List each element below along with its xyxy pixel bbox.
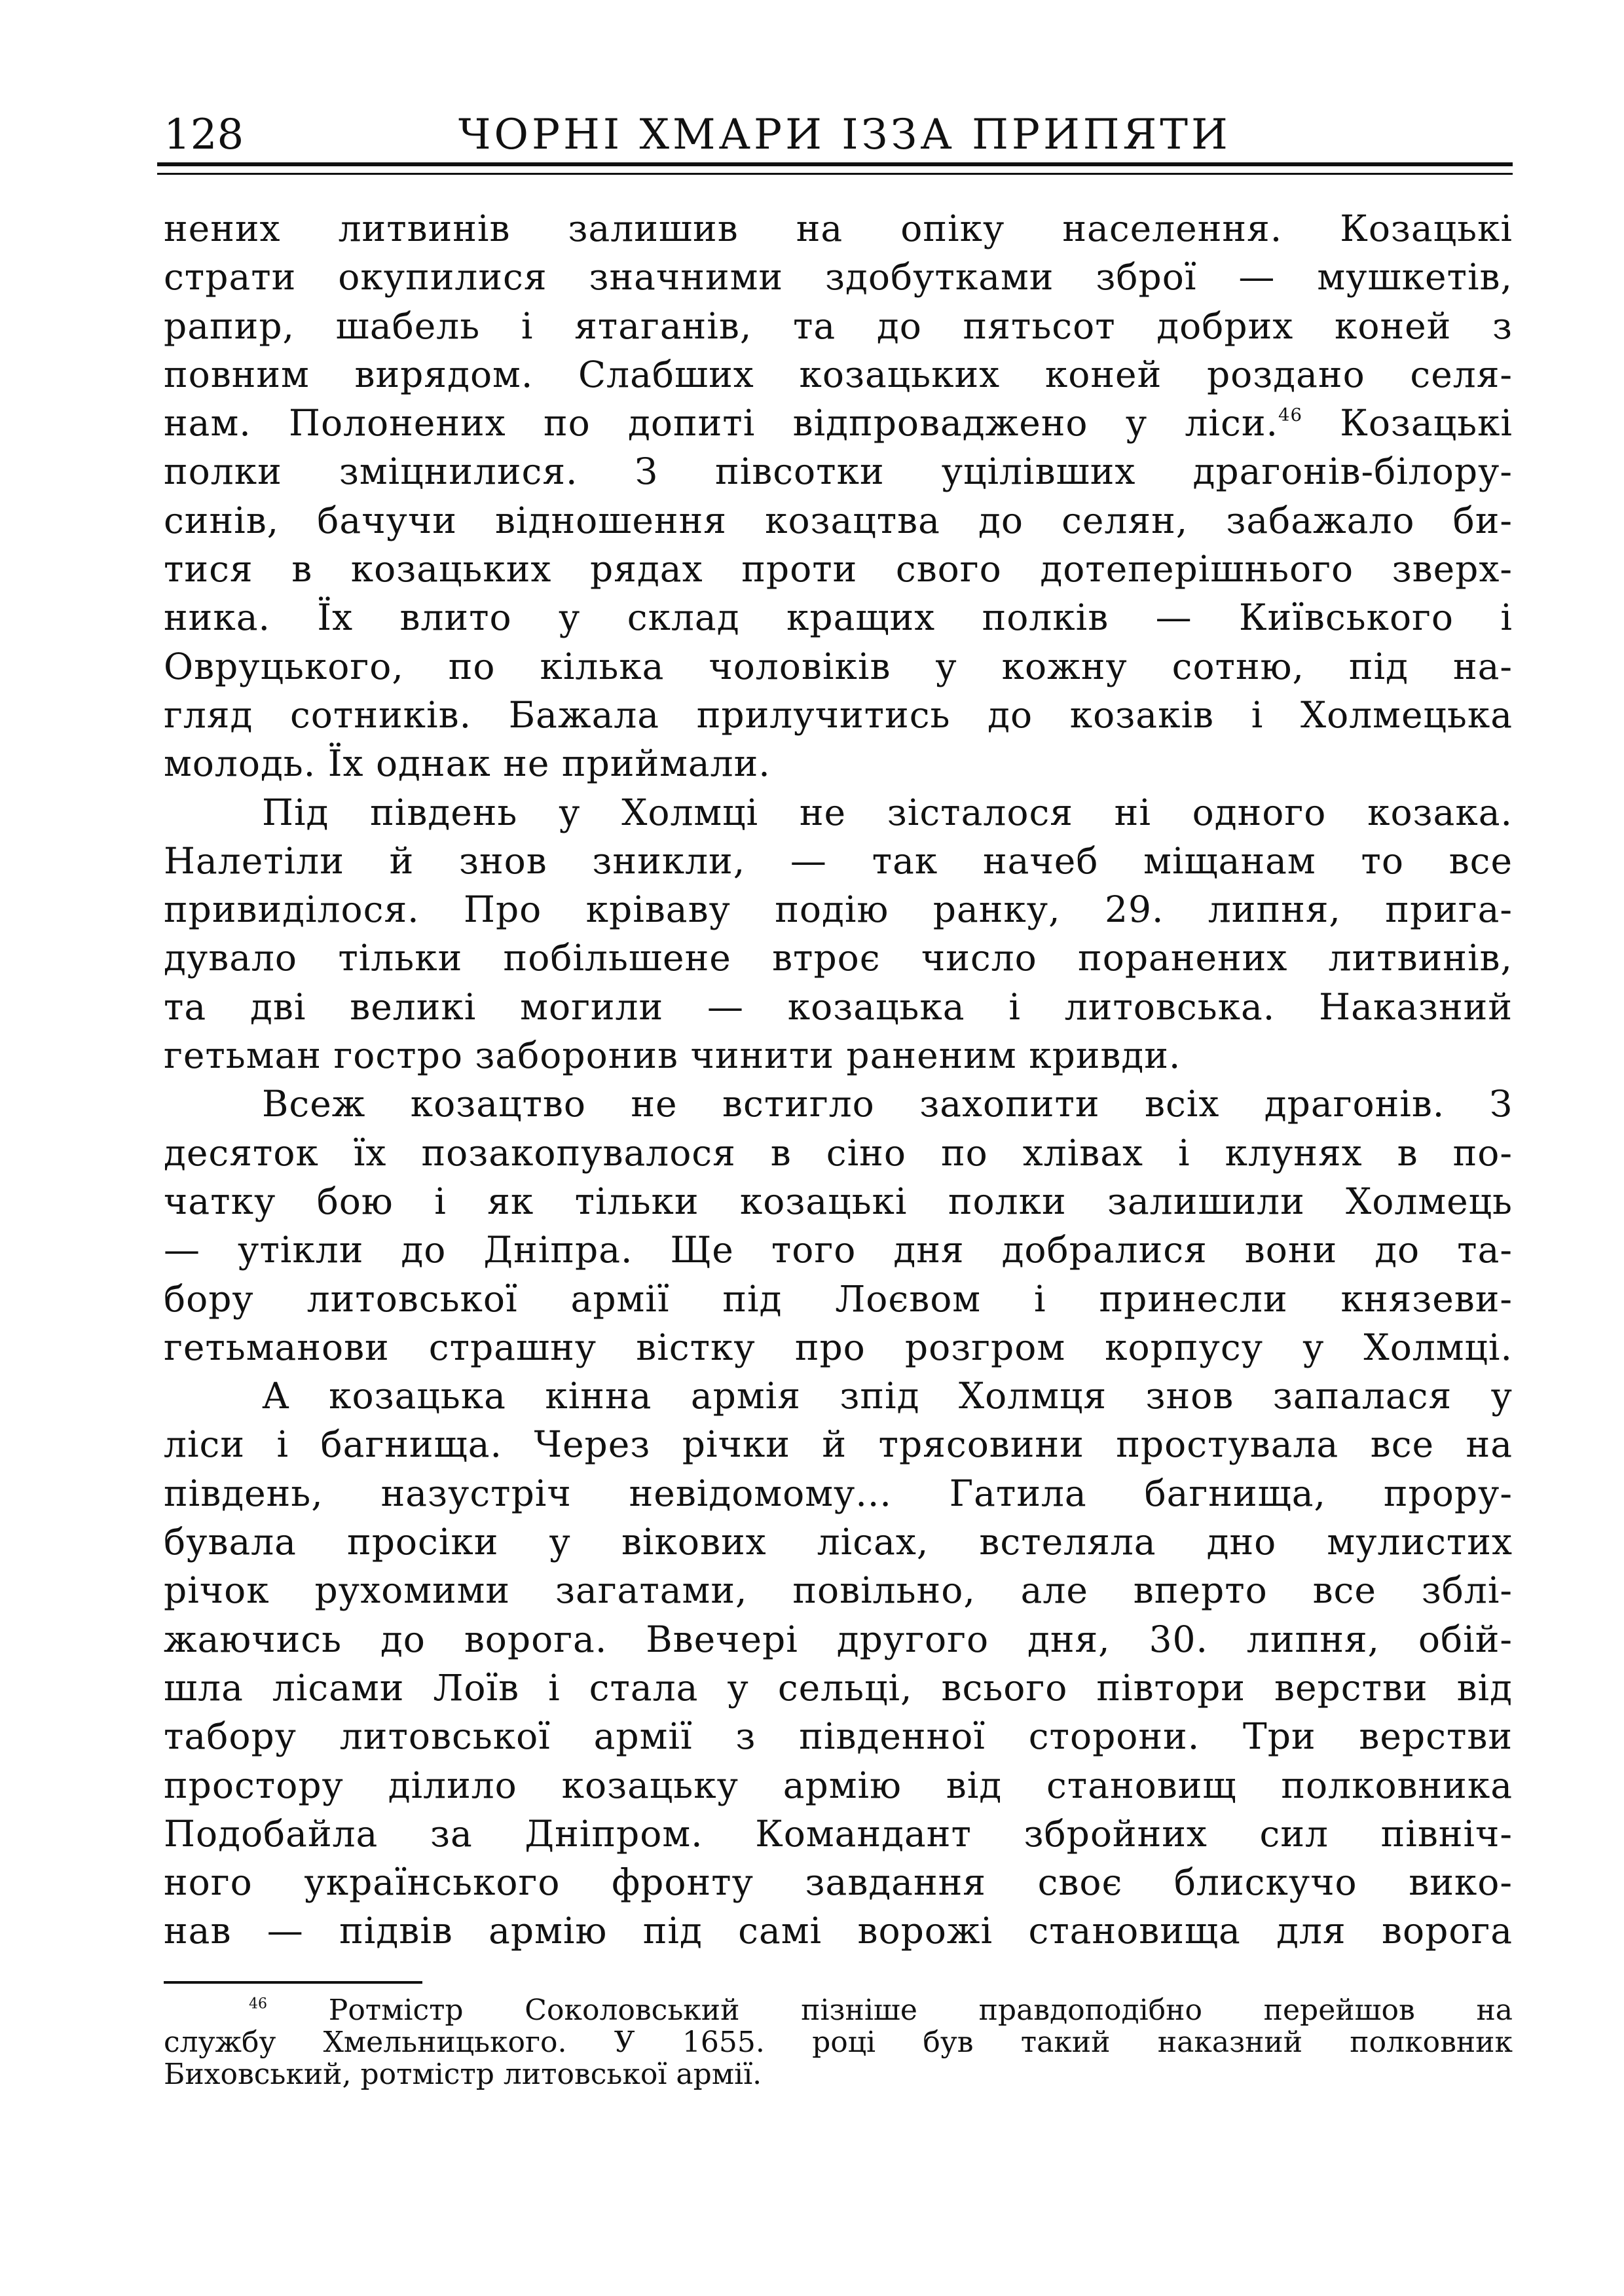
text-line: страти окупилися значними здобутками зброї — мушкетів,	[164, 256, 1513, 299]
text-line: чатку бою і як тільки козацькі полки залишили Холмець	[164, 1180, 1513, 1222]
text-line: жаючись до ворога. Ввечері другого дня, 30. липня, обій-	[164, 1618, 1513, 1660]
text-line: привиділося. Про кріваву подію ранку, 29. липня, пригa-	[164, 888, 1513, 931]
text-line: бору литовської армії під Лоєвом і принесли князеви-	[164, 1277, 1513, 1320]
text-line: повним вирядом. Слабших козацьких коней роздано селя-	[164, 353, 1513, 395]
text-line-paragraph-start: Всеж козацтво не встигло захопити всіх драгонів. З	[262, 1083, 1513, 1125]
text-line: табору литовської армії з південної сторони. Три верстви	[164, 1715, 1513, 1758]
text-line: молодь. Їх однак не приймали.	[164, 742, 771, 785]
text-line: рапир, шабель і ятаганів, та до пятьсот добрих коней з	[164, 304, 1513, 347]
text-line: гляд сотників. Бажала прилучитись до козаків і Холмецька	[164, 693, 1513, 736]
header-rule-thin	[157, 173, 1513, 175]
text-line: гетьманови страшну вістку про розгром корпусу у Холмці.	[164, 1326, 1513, 1368]
footnote-line: службу Хмельницького. У 1655. році був такий наказний полковник	[164, 2026, 1513, 2059]
text-line: південь, назустріч невідомому... Гатила багнища, прору-	[164, 1472, 1513, 1514]
text-line: гетьман гостро заборонив чинити раненим кривди.	[164, 1034, 1181, 1077]
text-line: ного українського фронту завдання своє блискучо вико-	[164, 1861, 1513, 1904]
text-line: річок рухомими загатами, повільно, але вперто все зблі-	[164, 1569, 1513, 1612]
header-rule-thick	[157, 162, 1513, 166]
text-line: Овруцького, по кілька чоловіків у кожну сотню, під на-	[164, 645, 1513, 687]
text-line: дувало тільки побільшене втроє число поранених литвинів,	[164, 937, 1513, 979]
text-line: синів, бачучи відношення козацтва до селян, забажало би-	[164, 499, 1513, 541]
text-line: полки зміцнилися. З півсотки уцілівших драгонів-білору-	[164, 450, 1513, 493]
text-line: тися в козацьких рядах проти свого дотеперішнього зверх-	[164, 548, 1513, 591]
text-line: бувала просіки у вікових лісах, встеляла дно мулистих	[164, 1521, 1513, 1563]
text-line: та дві великі могили — козацька і литовська. Наказний	[164, 985, 1513, 1028]
text-line-part: нам. Полонених по допиті відпроваджено у ліси.	[164, 402, 1278, 445]
text-line: Подобайла за Дніпром. Командант збройних сил північ-	[164, 1812, 1513, 1855]
running-title: ЧОРНІ ХМАРИ ІЗЗА ПРИПЯТИ	[458, 111, 1231, 159]
text-line: — утікли до Дніпра. Ще того дня добралися вони до та-	[164, 1229, 1513, 1271]
text-line: нених литвинів залишив на опіку населення. Козацькі	[164, 208, 1513, 249]
text-line-part: Козацькі	[1302, 402, 1513, 445]
footnote-separator	[164, 1981, 422, 1984]
text-line: Налетіли й знов зникли, — так начеб міщанам то все	[164, 839, 1513, 882]
footnote-reference: 46	[1278, 405, 1302, 426]
text-line: шла лісами Лоїв і стала у сельці, всього півтори верстви від	[164, 1666, 1513, 1709]
page-header	[164, 103, 1513, 162]
text-line-with-footnote-ref	[164, 399, 1513, 447]
text-line: ника. Їх влито у склад кращих полків — Київського і	[164, 596, 1513, 639]
footnote-line: Биховський, ротмістр литовської армії.	[164, 2058, 762, 2091]
text-line: простору ділило козацьку армію від становищ полковника	[164, 1764, 1513, 1806]
text-line-paragraph-start: Під південь у Холмці не зісталося ні одного козака.	[262, 791, 1513, 833]
page-number: 128	[164, 111, 244, 159]
text-line: нав — підвів армію під самі ворожі становища для ворога	[164, 1910, 1513, 1952]
body-text	[164, 204, 1513, 1956]
footnote-marker: 46	[249, 1995, 267, 2013]
text-line-paragraph-start: А козацька кінна армія зпід Холмця знов запалася у	[262, 1375, 1513, 1417]
footnote-text: Ротмістр Соколовський пізніше правдоподібно перейшов на	[267, 1994, 1513, 2027]
footnotes	[164, 1994, 1513, 2090]
text-line: ліси і багнища. Через річки й трясовини простувала все на	[164, 1423, 1513, 1466]
footnote-line	[164, 1994, 1513, 2026]
text-line: десяток їх позакопувалося в сіно по хлівах і клунях в по-	[164, 1131, 1513, 1174]
